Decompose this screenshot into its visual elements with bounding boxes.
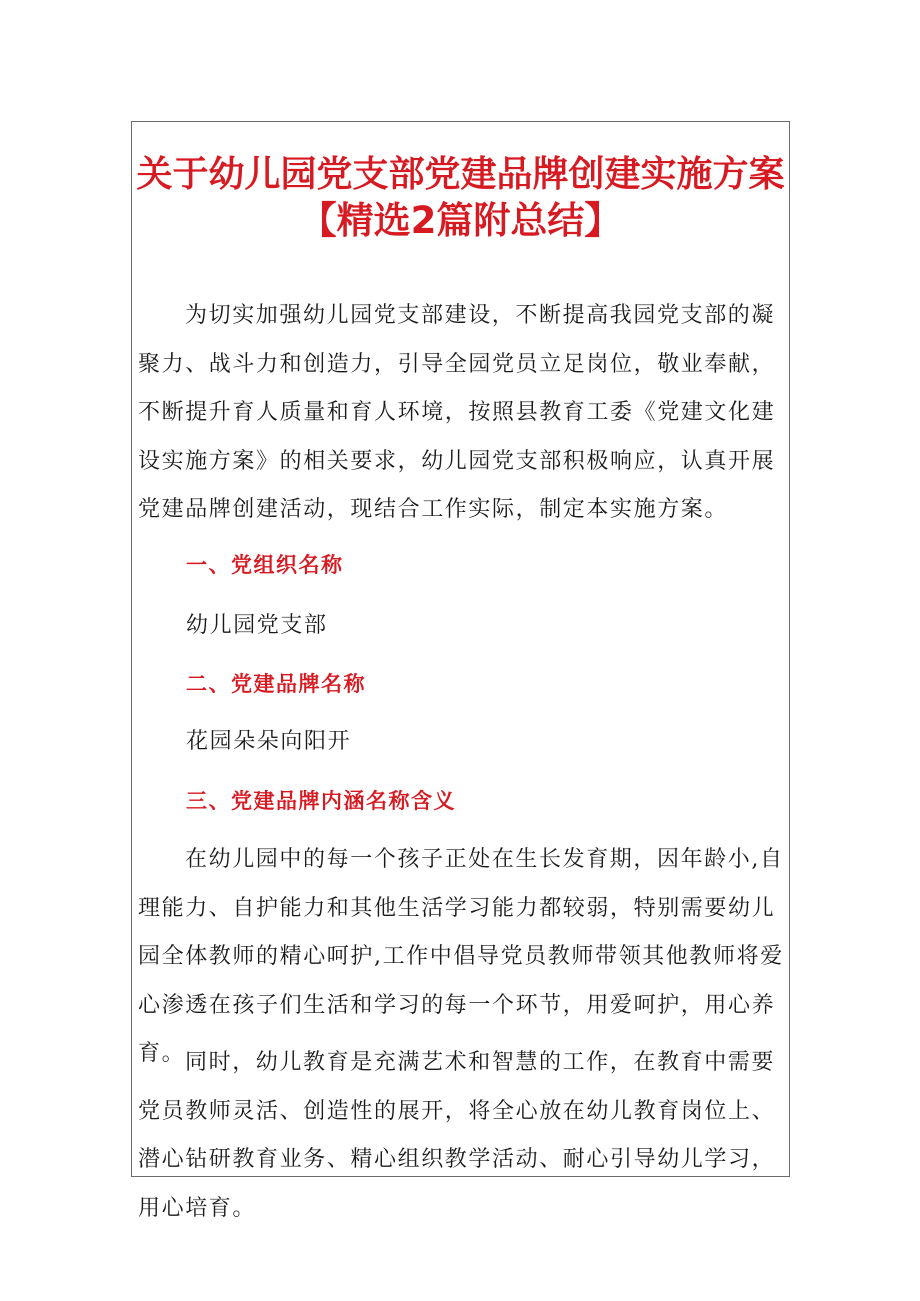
section-content-2: 花园朵朵向阳开: [186, 729, 352, 754]
document-title-line-1: 关于幼儿园党支部党建品牌创建实施方案: [136, 154, 785, 196]
section-3-paragraph-2: 同时，幼儿教育是充满艺术和智慧的工作，在教育中需要党员教师灵活、创造性的展开，将全心放在幼儿教育岗位上、潜心钻研教育业务、精心组织教学活动、耐心引导幼儿学习，用心培育。: [138, 1050, 776, 1221]
section-content-1: 幼儿园党支部: [186, 613, 328, 638]
section-heading-1: 一、党组织名称: [186, 553, 344, 577]
document-frame: [131, 121, 790, 1221]
section-3-paragraph-1: 在幼儿园中的每一个孩子正处在生长发育期，因年龄小,自理能力、自护能力和其他生活学习能力都较弱，特别需要幼儿园全体教师的精心呵护,工作中倡导党员教师带领其他教师将爱心渗透在孩子们生活和学习的每一个环节，用爱呵护，用心养育。: [138, 847, 784, 1066]
document-title-line-2: 【精选2篇附总结】: [299, 198, 622, 242]
intro-paragraph: 为切实加强幼儿园党支部建设，不断提高我园党支部的凝聚力、战斗力和创造力，引导全园党员立足岗位，敬业奉献，不断提升育人质量和育人环境，按照县教育工委《党建文化建设实施方案》的相关要求，幼儿园党支部积极响应，认真开展党建品牌创建活动，现结合工作实际，制定本实施方案。: [138, 303, 776, 522]
section-heading-2: 二、党建品牌名称: [186, 672, 366, 696]
section-heading-3: 三、党建品牌内涵名称含义: [186, 789, 456, 813]
